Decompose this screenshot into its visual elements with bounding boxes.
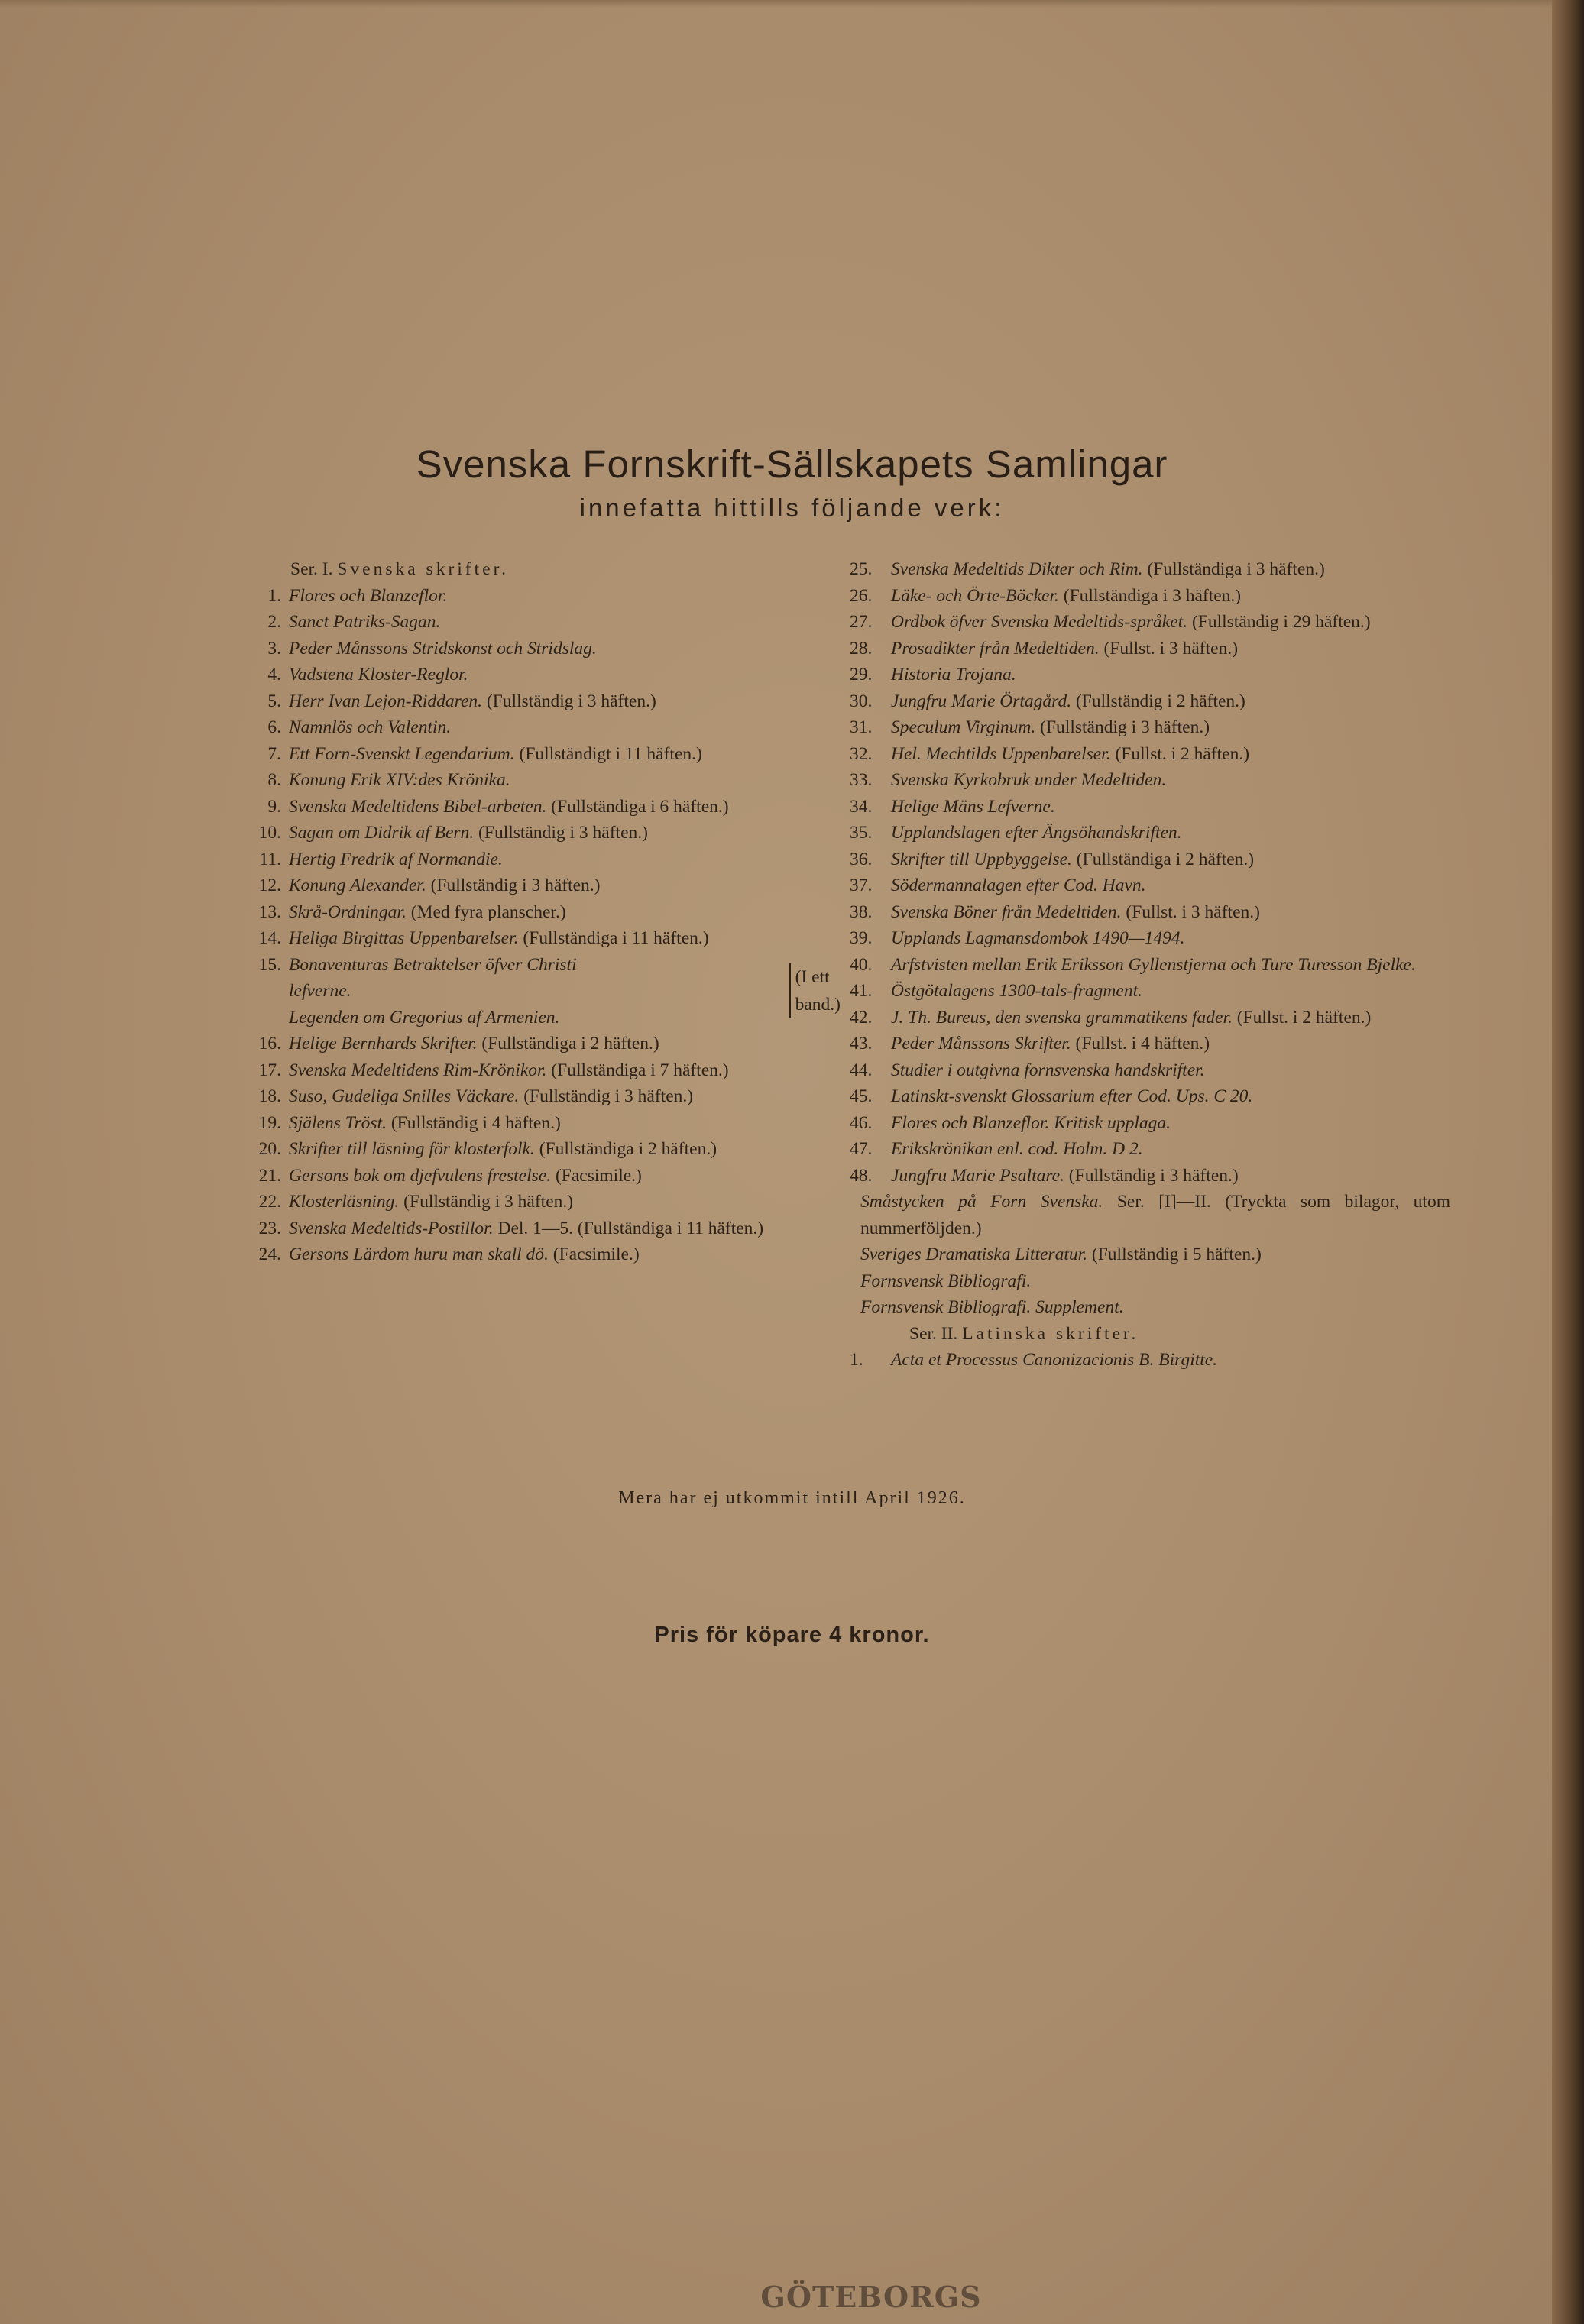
item-title: Upplands Lagmansdombok 1490—1494. [891, 928, 1185, 948]
item-body [891, 1347, 1450, 1374]
item-note: (Fullst. i 2 häften.) [1115, 743, 1250, 764]
list-item [850, 820, 1450, 846]
item-body [289, 583, 841, 610]
item-number: 3. [267, 638, 281, 659]
item-title: Gersons Lärdom huru man skall dö. [289, 1245, 549, 1264]
item-title: Skrifter till läsning för klosterfolk. [289, 1139, 535, 1159]
item-number: 21. [258, 1165, 281, 1186]
item-number: 2. [267, 612, 281, 632]
list-item [229, 1215, 841, 1242]
item-body [891, 714, 1450, 741]
item-number: 5. [267, 691, 281, 711]
item-body [891, 1110, 1450, 1137]
item-body [289, 688, 841, 715]
series-prefix: Ser. II. [909, 1323, 958, 1344]
item-title: Flores och Blanzeflor. Kritisk upplaga. [891, 1112, 1171, 1133]
left-list-a [229, 583, 841, 952]
list-item [850, 609, 1450, 636]
item-title: Latinskt-svenskt Glossarium efter Cod. Ups. C 20. [891, 1086, 1253, 1106]
item-number: 37. [850, 876, 873, 895]
item-title: Jungfru Marie Örtagård. [891, 691, 1072, 711]
item-body [289, 1083, 841, 1110]
item-body [891, 583, 1450, 610]
page-subtitle: innefatta hittills följande verk: [579, 494, 1005, 522]
list-item [850, 1031, 1450, 1057]
item-number: 42. [850, 1007, 873, 1028]
item-title: Sanct Patriks-Sagan. [289, 612, 441, 632]
list-item [850, 1136, 1450, 1163]
list-item [850, 899, 1450, 926]
item-number: 28. [850, 638, 873, 659]
item-body [289, 1215, 841, 1242]
item-title: Sagan om Didrik af Bern. [289, 823, 475, 843]
list-item [229, 1136, 841, 1163]
item-title: Svenska Böner från Medeltiden. [891, 901, 1122, 922]
list-item [850, 662, 1450, 688]
availability-note: Mera har ej utkommit intill April 1926. [618, 1488, 966, 1508]
list-item [229, 609, 841, 636]
list-item [850, 978, 1450, 1005]
item-number: 36. [850, 849, 873, 869]
page-title: Svenska Fornskrift-Sällskapets Samlingar [416, 442, 1168, 486]
list-item [850, 1189, 1450, 1241]
left-list-b [229, 1031, 841, 1268]
item-number: 1. [267, 585, 281, 606]
item-title: Studier i outgivna fornsvenska handskrifter. [891, 1060, 1205, 1080]
list-item [229, 1057, 841, 1084]
item15-line2: lefverne. [289, 981, 351, 1001]
list-item [850, 1163, 1450, 1190]
list-item [229, 714, 841, 741]
item-title: Peder Månssons Skrifter. [891, 1034, 1071, 1054]
item-number: 24. [258, 1245, 281, 1264]
item-title: Helige Mäns Lefverne. [891, 796, 1055, 817]
item-body [289, 1057, 841, 1084]
item-note: (Fullst. i 3 häften.) [1103, 638, 1239, 659]
list-item [850, 583, 1450, 610]
item-title: Svenska Medeltidens Rim-Krönikor. [289, 1060, 547, 1080]
item-body [860, 1241, 1450, 1268]
item-body [891, 688, 1450, 715]
item-title: Vadstena Kloster-Reglor. [289, 665, 468, 685]
item-body [891, 1163, 1450, 1190]
list-item [229, 688, 841, 715]
item-number: 11. [259, 849, 281, 869]
item-body [289, 872, 841, 899]
item-number: 38. [850, 901, 873, 922]
item-title: Östgötalagens 1300-tals-fragment. [891, 981, 1142, 1001]
right-column [850, 556, 1450, 1374]
list-item [229, 636, 841, 662]
item-note: (Fullständig i 3 häften.) [1068, 1165, 1239, 1186]
item-note: (Fullständiga i 2 häften.) [481, 1034, 659, 1054]
list-item [229, 767, 841, 794]
item-note: (Facsimile.) [552, 1245, 640, 1264]
list-item [850, 872, 1450, 899]
item-title: Konung Erik XIV:des Krönika. [289, 770, 510, 790]
item-title: Heliga Birgittas Uppenbarelser. [289, 928, 519, 948]
item-number: 31. [850, 717, 873, 737]
item-body [860, 1189, 1450, 1241]
item-body [891, 925, 1450, 952]
item-note: Ser. [I]—II. (Tryckta som bilagor, utom nummerföljden.) [860, 1192, 1450, 1238]
item-title: Erikskrönikan enl. cod. Holm. D 2. [891, 1139, 1143, 1159]
item-number: 12. [258, 876, 281, 895]
item-title: Hel. Mechtilds Uppenbarelser. [891, 743, 1111, 764]
right-series2-list [850, 1347, 1450, 1374]
item-title: Ordbok öfver Svenska Medeltids-språket. [891, 612, 1188, 632]
item-body [891, 1057, 1450, 1084]
item-note: (Fullständiga i 2 häften.) [539, 1139, 717, 1159]
item-body [860, 1268, 1450, 1295]
item15-line3: Legenden om Gregorius af Armenien. [289, 1007, 560, 1028]
item-title: Svenska Medeltidens Bibel-arbeten. [289, 796, 547, 817]
list-item [229, 1031, 841, 1057]
item-note: (Fullständig i 3 häften.) [403, 1192, 574, 1212]
list-item [850, 794, 1450, 821]
item-number: 29. [850, 665, 873, 685]
item-body [289, 820, 841, 846]
item-body [289, 1163, 841, 1190]
item-body [891, 820, 1450, 846]
list-item [229, 1189, 841, 1215]
list-item [229, 662, 841, 688]
list-item [850, 714, 1450, 741]
item-body [891, 767, 1450, 794]
list-item [229, 741, 841, 768]
item-number: 47. [850, 1139, 873, 1159]
right-list [850, 556, 1450, 1189]
item-body [860, 1294, 1450, 1321]
item-number: 40. [850, 954, 873, 975]
item-title: Själens Tröst. [289, 1112, 387, 1133]
item-body [289, 925, 841, 952]
item-title: Svenska Kyrkobruk under Medeltiden. [891, 770, 1167, 790]
list-item-15 [229, 952, 841, 1031]
list-item [229, 1163, 841, 1190]
item-title: Konung Alexander. [289, 876, 426, 895]
item-note: (Fullständiga i 2 häften.) [1076, 849, 1255, 869]
list-item [850, 636, 1450, 662]
item-body [289, 741, 841, 768]
item-title: Herr Ivan Lejon-Riddaren. [289, 691, 483, 711]
item-title: Peder Månssons Stridskonst och Stridslag. [289, 638, 597, 659]
item-number: 16. [258, 1034, 281, 1054]
item-number: 4. [267, 665, 281, 685]
item-number: 15. [258, 954, 281, 975]
item-body [891, 872, 1450, 899]
series-name: Svenska skrifter. [337, 559, 509, 579]
item-number: 25. [850, 559, 873, 579]
item-note: (Fullständiga i 3 häften.) [1147, 559, 1325, 579]
item-body [891, 741, 1450, 768]
item-title: Upplandslagen efter Ängsöhandskriften. [891, 823, 1182, 843]
list-item [850, 846, 1450, 873]
list-item [850, 1110, 1450, 1137]
item-number: 39. [850, 928, 873, 948]
item-note: Del. 1—5. (Fullständiga i 11 häften.) [497, 1218, 764, 1238]
item-note: (Fullständig i 2 häften.) [1075, 691, 1245, 711]
item-body [891, 1083, 1450, 1110]
item-number: 32. [850, 743, 873, 764]
list-item [229, 794, 841, 821]
right-extra-list [850, 1189, 1450, 1321]
item-title: Helige Bernhards Skrifter. [289, 1034, 478, 1054]
library-stamp: GÖTEBORGS [760, 2280, 982, 2314]
list-item [229, 925, 841, 952]
item-body [891, 636, 1450, 662]
item-body [289, 636, 841, 662]
item-title: Småstycken på Forn Svenska. [860, 1192, 1103, 1212]
item-body [891, 1136, 1450, 1163]
item-title: Södermannalagen efter Cod. Havn. [891, 876, 1146, 895]
list-item [850, 741, 1450, 768]
item-body [891, 978, 1450, 1005]
item-title: Flores och Blanzeflor. [289, 585, 448, 606]
item-body [289, 899, 841, 926]
item-body [891, 794, 1450, 821]
item-body [289, 1110, 841, 1137]
item-number: 13. [258, 901, 281, 922]
page-binding-edge [1552, 0, 1584, 2324]
item-number: 35. [850, 823, 873, 843]
item-number: 41. [850, 981, 873, 1001]
item-number: 44. [850, 1060, 873, 1080]
list-item [850, 925, 1450, 952]
item-note: (Fullständiga i 3 häften.) [1063, 585, 1242, 606]
item-number: 17. [258, 1060, 281, 1080]
item-note: (Fullst. i 2 häften.) [1236, 1007, 1372, 1028]
list-item [850, 1268, 1450, 1295]
item-body [289, 794, 841, 821]
item-number: 43. [850, 1034, 873, 1054]
list-item [229, 872, 841, 899]
item-title: Speculum Virginum. [891, 717, 1036, 737]
item-number: 19. [258, 1112, 281, 1133]
item-note: (Fullst. i 4 häften.) [1075, 1034, 1210, 1054]
item-note: (Fullständiga i 6 häften.) [551, 796, 729, 817]
item-number: 8. [267, 770, 281, 790]
item-body [289, 846, 841, 873]
item-body [891, 899, 1450, 926]
list-item [229, 1241, 841, 1268]
item-number: 23. [258, 1218, 281, 1238]
item-number: 22. [258, 1192, 281, 1212]
item-title: Namnlös och Valentin. [289, 717, 452, 737]
item-body [289, 1189, 841, 1215]
item-note: (Fullständig i 5 häften.) [1091, 1245, 1262, 1264]
item-title: Arfstvisten mellan Erik Eriksson Gyllenstjerna och Ture Turesson Bjelke. [891, 954, 1416, 975]
item-body [289, 1241, 841, 1268]
item-number: 14. [258, 928, 281, 948]
item-note: (Fullständig i 3 häften.) [430, 876, 601, 895]
list-item [229, 1083, 841, 1110]
item-body [891, 556, 1450, 583]
item-note: (Fullständig i 3 häften.) [478, 823, 648, 843]
item-body [289, 767, 841, 794]
item-title: Läke- och Örte-Böcker. [891, 585, 1059, 606]
item-title: Klosterläsning. [289, 1192, 400, 1212]
series-heading-2 [850, 1321, 1450, 1348]
item-body [289, 714, 841, 741]
item15-line1: Bonaventuras Betraktelser öfver Christi [289, 954, 577, 975]
item-title: Svenska Medeltids Dikter och Rim. [891, 559, 1143, 579]
item-number: 46. [850, 1112, 873, 1133]
series-prefix: Ser. I. [290, 559, 333, 579]
list-item [850, 688, 1450, 715]
item-note: (Fullständiga i 11 häften.) [523, 928, 709, 948]
item-note: (Fullständig i 3 häften.) [1040, 717, 1210, 737]
item-number: 6. [267, 717, 281, 737]
list-item [229, 846, 841, 873]
item-number: 10. [258, 823, 281, 843]
item-title: Svenska Medeltids-Postillor. [289, 1218, 494, 1238]
item-note: (Med fyra planscher.) [410, 901, 566, 922]
list-item [850, 952, 1450, 979]
list-item [850, 1005, 1450, 1031]
item-note: (Fullst. i 3 häften.) [1126, 901, 1260, 922]
item-number: 33. [850, 770, 873, 790]
item-body [891, 846, 1450, 873]
list-item [850, 1083, 1450, 1110]
item-title: Fornsvensk Bibliografi. Supplement. [860, 1297, 1124, 1317]
item-title: Fornsvensk Bibliografi. [860, 1270, 1032, 1291]
item-number: 48. [850, 1165, 873, 1186]
item-body [891, 1031, 1450, 1057]
price-line: Pris för köpare 4 kronor. [654, 1623, 930, 1647]
item-number: 1. [850, 1350, 863, 1370]
series-name: Latinska skrifter. [962, 1323, 1139, 1344]
item-number: 18. [258, 1086, 281, 1106]
item-note: (Fullständig i 3 häften.) [523, 1086, 694, 1106]
item-note: (Fullständig i 3 häften.) [486, 691, 656, 711]
item-body [891, 609, 1450, 636]
item-note: (Fullständigt i 11 häften.) [519, 743, 702, 764]
item-body [891, 1005, 1450, 1031]
item-body [289, 1031, 841, 1057]
item-body [289, 662, 841, 688]
item-body [289, 609, 841, 636]
list-item [850, 1294, 1450, 1321]
item-number: 20. [258, 1139, 281, 1159]
item-note: (Fullständiga i 7 häften.) [551, 1060, 729, 1080]
list-item [229, 820, 841, 846]
item-number: 7. [267, 743, 281, 764]
item-title: Historia Trojana. [891, 665, 1016, 685]
list-item [229, 583, 841, 610]
item-number: 9. [267, 796, 281, 817]
item-title: Sveriges Dramatiska Litteratur. [860, 1245, 1088, 1264]
series-heading-1 [229, 556, 841, 583]
item-title: Suso, Gudeliga Snilles Väckare. [289, 1086, 520, 1106]
list-item [229, 899, 841, 926]
item15-body [289, 952, 841, 1031]
item-body [891, 952, 1450, 979]
item-number: 26. [850, 585, 873, 606]
item-title: Ett Forn-Svenskt Legendarium. [289, 743, 515, 764]
item-title: Jungfru Marie Psaltare. [891, 1165, 1064, 1186]
item-title: Hertig Fredrik af Normandie. [289, 849, 503, 869]
list-item [850, 1241, 1450, 1268]
item-body [891, 662, 1450, 688]
item15-brace [789, 963, 841, 1018]
list-item [850, 556, 1450, 583]
left-column [229, 556, 841, 1268]
list-item [850, 767, 1450, 794]
item-number: 30. [850, 691, 873, 711]
list-item [229, 1110, 841, 1137]
item15-titles [289, 952, 785, 1031]
item-number: 34. [850, 796, 873, 817]
item-note: (Fullständig i 4 häften.) [390, 1112, 561, 1133]
item-title: J. Th. Bureus, den svenska grammatikens fader. [891, 1007, 1233, 1028]
item15-brace-note-a: (I ett [795, 967, 830, 988]
item-note: (Fullständig i 29 häften.) [1191, 612, 1371, 632]
list-item [850, 1057, 1450, 1084]
item15-brace-note-b: band.) [795, 995, 841, 1015]
item-title: Prosadikter från Medeltiden. [891, 638, 1100, 659]
item-note: (Facsimile.) [555, 1165, 642, 1186]
item-number: 27. [850, 612, 873, 632]
item-number: 45. [850, 1086, 873, 1106]
item-title: Acta et Processus Canonizacionis B. Birgitte. [891, 1350, 1218, 1370]
item-title: Gersons bok om djefvulens frestelse. [289, 1165, 552, 1186]
item-title: Skrifter till Uppbyggelse. [891, 849, 1072, 869]
list-item [850, 1347, 1450, 1374]
item-body [289, 1136, 841, 1163]
item-title: Skrå-Ordningar. [289, 901, 407, 922]
page-top-edge [0, 0, 1552, 8]
